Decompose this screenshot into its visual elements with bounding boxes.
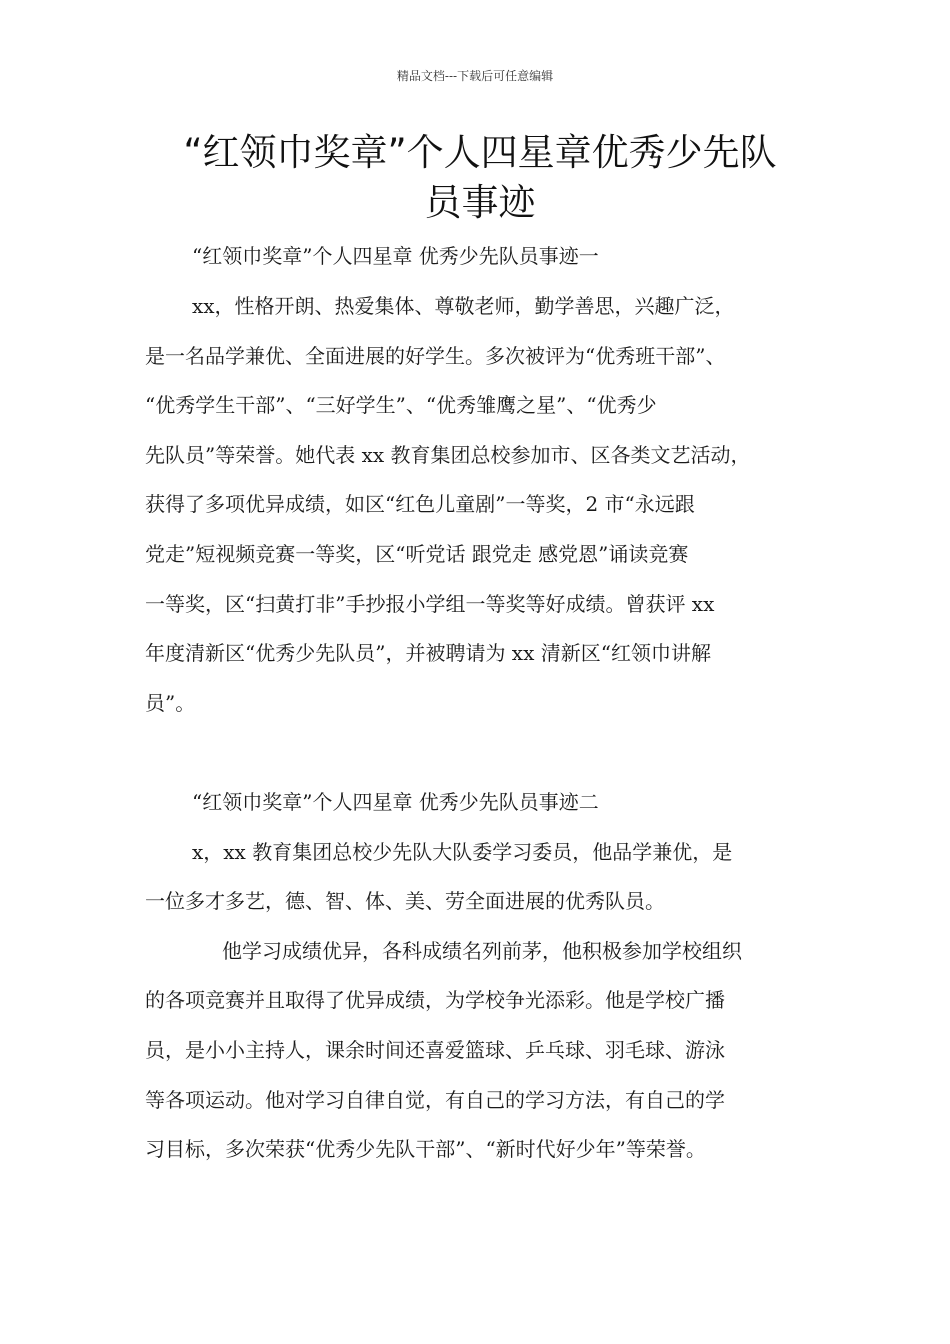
document-title <box>140 128 820 228</box>
paragraph-line: 先队员”等荣誉。她代表 xx 教育集团总校参加市、区各类文艺活动， <box>145 443 751 467</box>
paragraph-line: 党走”短视频竞赛一等奖，区“听党话 跟党走 感党恩”诵读竞赛 <box>145 542 689 566</box>
paragraph-line: 他学习成绩优异，各科成绩名列前茅，他积极参加学校组织 <box>222 939 742 963</box>
paragraph-line: 一等奖，区“扫黄打非”手抄报小学组一等奖等好成绩。曾获评 xx <box>145 592 715 616</box>
section-2-heading: “红领巾奖章”个人四星章 优秀少先队员事迹二 <box>192 790 599 814</box>
paragraph-line: xx，性格开朗、热爱集体、尊敬老师，勤学善思，兴趣广泛， <box>192 294 735 318</box>
paragraph-line: 获得了多项优异成绩，如区“红色儿童剧”一等奖，2 市“永远跟 <box>145 492 695 516</box>
section-1-heading: “红领巾奖章”个人四星章 优秀少先队员事迹一 <box>192 244 599 268</box>
paragraph-line: “优秀学生干部”、“三好学生”、“优秀雏鹰之星”、“优秀少 <box>145 393 657 417</box>
paragraph-line: 等各项运动。他对学习自律自觉，有自己的学习方法，有自己的学 <box>145 1088 725 1112</box>
page-header: 精品文档---下载后可任意编辑 <box>396 69 554 83</box>
paragraph-line: x，xx 教育集团总校少先队大队委学习委员，他品学兼优，是 <box>192 840 733 864</box>
paragraph-line: 的各项竞赛并且取得了优异成绩，为学校争光添彩。他是学校广播 <box>145 988 725 1012</box>
paragraph-line: 一位多才多艺，德、智、体、美、劳全面进展的优秀队员。 <box>145 889 665 913</box>
title-line-1: “红领巾奖章”个人四星章优秀少先队 <box>183 131 777 174</box>
paragraph-line: 习目标，多次荣获“优秀少先队干部”、“新时代好少年”等荣誉。 <box>145 1137 706 1161</box>
title-line-2: 员事迹 <box>424 181 536 224</box>
paragraph-line: 是一名品学兼优、全面进展的好学生。多次被评为“优秀班干部”、 <box>145 344 726 368</box>
paragraph-line: 员”。 <box>145 691 196 715</box>
paragraph-line: 员，是小小主持人，课余时间还喜爱篮球、乒乓球、羽毛球、游泳 <box>145 1038 725 1062</box>
paragraph-line: 年度清新区“优秀少先队员”，并被聘请为 xx 清新区“红领巾讲解 <box>145 641 711 665</box>
